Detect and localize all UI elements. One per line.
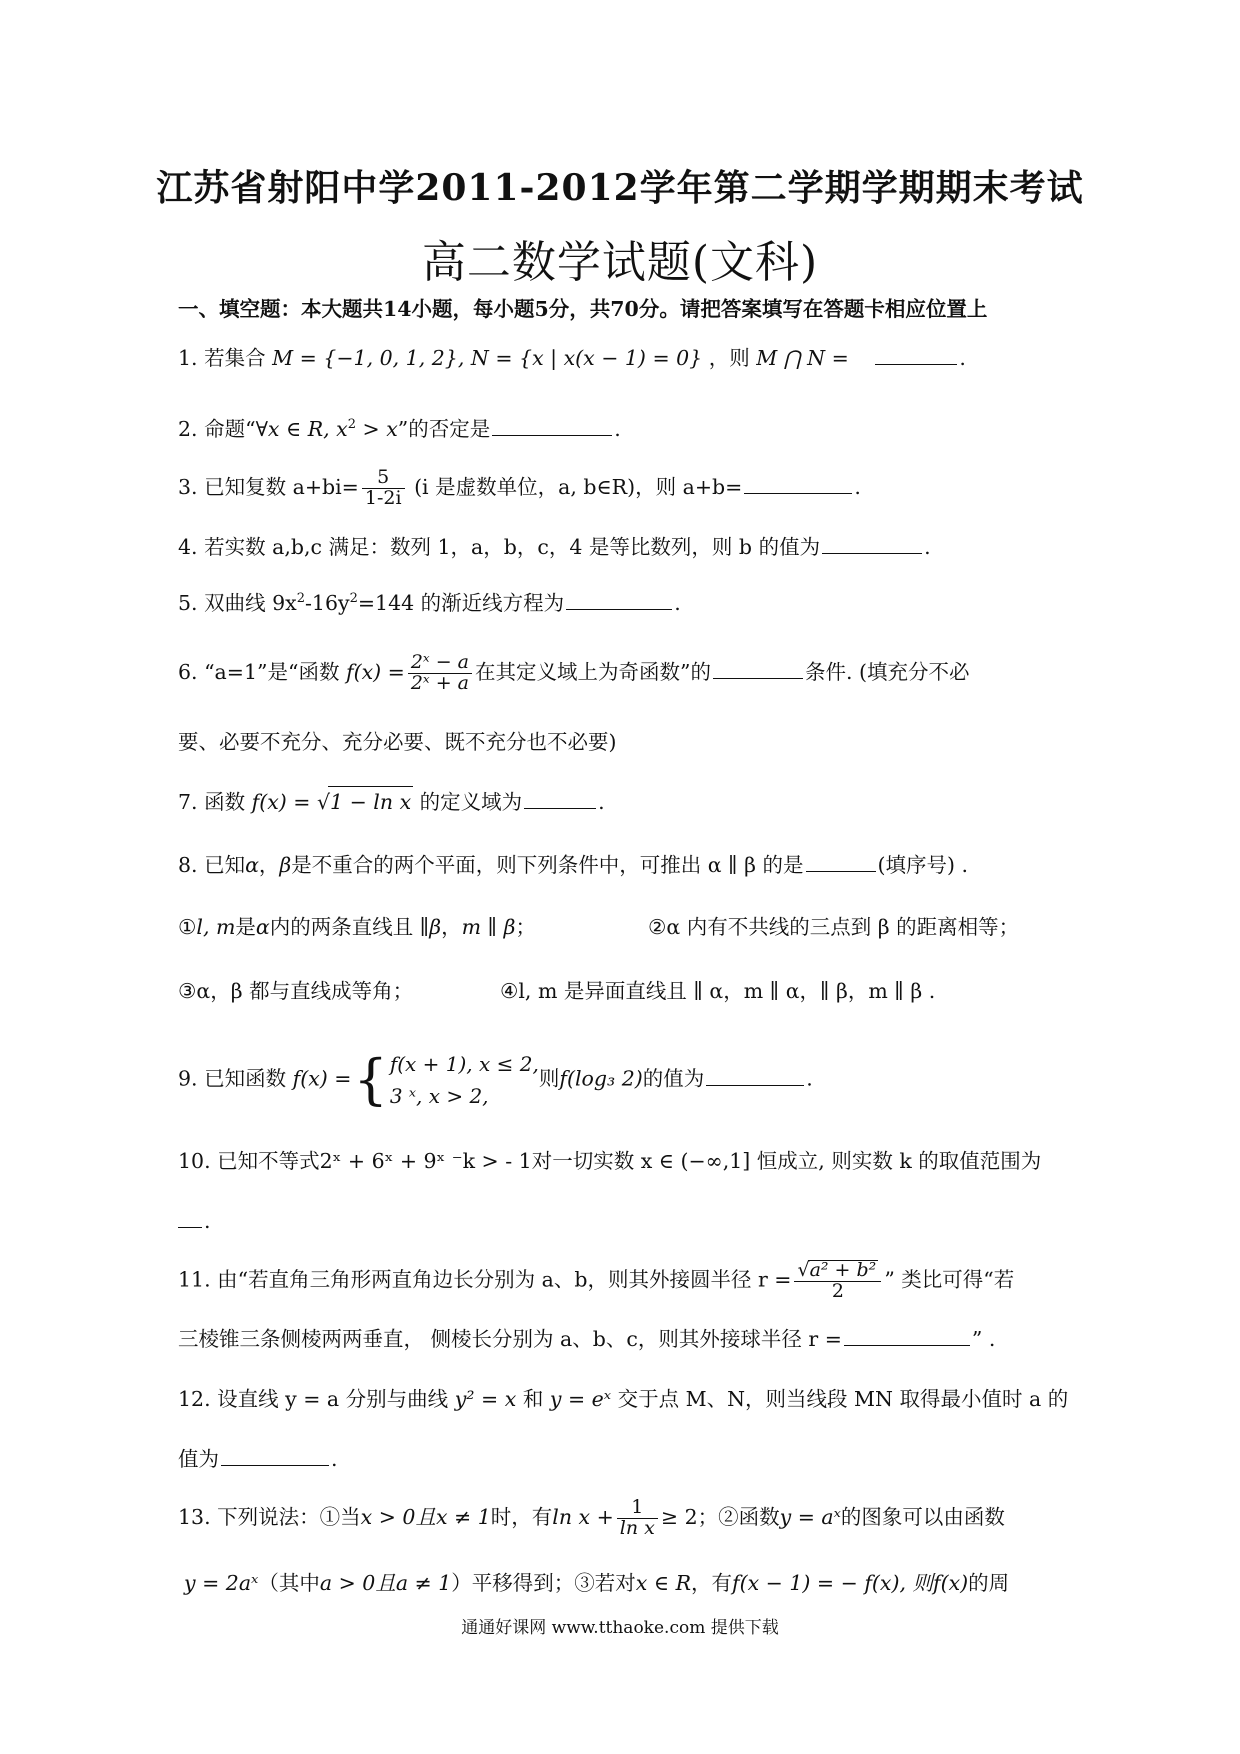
q3-period: . xyxy=(854,474,861,499)
q4-text: 4. 若实数 a,b,c 满足：数列 1，a，b，c，4 是等比数列，则 b 的值为 xyxy=(178,535,821,559)
question-12 xyxy=(178,1384,1078,1414)
choice-text: 是 xyxy=(235,915,256,939)
question-8 xyxy=(178,850,1078,880)
answer-blank[interactable] xyxy=(713,677,803,679)
answer-blank[interactable] xyxy=(178,1226,202,1228)
question-12-cont xyxy=(178,1444,1078,1474)
q10-expr: 2ˣ + 6ˣ + 9ˣ ⁻k > - 1 xyxy=(319,1149,532,1173)
answer-blank[interactable] xyxy=(706,1084,804,1086)
choice-sep: ， xyxy=(441,915,462,939)
choice-2-text: ②α 内有不共线的三点到 β 的距离相等； xyxy=(648,915,1020,939)
q9-text: 9. 已知函数 xyxy=(178,1066,287,1091)
choice-4-text: ④l, m 是异面直线且 ∥ α，m ∥ α，∥ β，m ∥ β . xyxy=(500,979,936,1003)
q13-den: ln x xyxy=(619,1516,655,1539)
footer-credit: 通通好课网 www.tthaoke.com 提供下载 xyxy=(461,1618,779,1638)
answer-blank[interactable] xyxy=(744,492,852,494)
q13-ax: y = aˣ xyxy=(779,1504,841,1529)
q11-text: 11. 由“若直角三角形两直角边长分别为 a、b，则其外接圆半径 r = xyxy=(178,1267,792,1292)
q3-fraction xyxy=(362,468,405,509)
q9-fx: f(x) = xyxy=(292,1066,352,1091)
choice-beta: β xyxy=(429,915,442,939)
q6-text: 6. “a=1”是“函数 xyxy=(178,659,340,684)
q13b-rest: ）平移得到；③若对 xyxy=(451,1571,636,1595)
section-heading: 一、填空题：本大题共14小题，每小题5分，共70分。请把答案填写在答题卡相应位置上 xyxy=(178,297,988,321)
answer-blank[interactable] xyxy=(875,363,957,365)
q5-text-c: =144 的渐近线方程为 xyxy=(357,590,565,615)
q11-den: 2 xyxy=(831,1279,844,1302)
q13b-period: 的周 xyxy=(968,1571,1010,1595)
answer-blank[interactable] xyxy=(844,1344,970,1346)
question-3 xyxy=(178,468,1078,509)
q13-ge: ≥ 2 xyxy=(660,1504,698,1529)
q6-fx: f(x) = xyxy=(346,659,405,684)
question-9 xyxy=(178,1048,1078,1112)
q10-text: 10. 已知不等式 xyxy=(178,1149,320,1173)
q13b-xr: x ∈ R xyxy=(635,1571,692,1595)
question-2 xyxy=(178,410,1078,444)
choice-lm: l, m xyxy=(196,915,236,939)
q13-text: 13. 下列说法：①当 xyxy=(178,1504,361,1529)
q5-sup2: 2 xyxy=(349,591,358,606)
q2-gt: > x xyxy=(356,416,398,441)
question-5 xyxy=(178,584,1078,618)
q7-fx: f(x) = xyxy=(251,790,311,814)
q12-curve2: y = eˣ xyxy=(549,1387,612,1411)
q13-cond: x > 0且x ≠ 1 xyxy=(360,1504,491,1529)
q8-sep: ， xyxy=(258,853,280,877)
q12-text: 12. 设直线 y = a 分别与曲线 xyxy=(178,1387,449,1411)
question-6-cont xyxy=(178,727,1078,757)
q13-rest: 的图象可以由函数 xyxy=(840,1504,1005,1529)
choice-alpha: α xyxy=(255,915,270,939)
question-1 xyxy=(178,343,1078,373)
q3-den: 1-2i xyxy=(364,486,402,509)
q7-text: 7. 函数 xyxy=(178,790,246,814)
q11-text-b: 三棱锥三条侧棱两两垂直， 侧棱长分别为 a、b、c，则其外接球半径 r = xyxy=(178,1327,842,1351)
q13b-cond: a > 0且a ≠ 1 xyxy=(319,1571,452,1595)
q5-text-b: -16y xyxy=(304,590,350,615)
choice-text: 内的两条直线且 ∥ xyxy=(269,915,430,939)
q13b-2ax: y = 2aˣ xyxy=(184,1571,259,1595)
q9-case-1: f(x + 1), x ≤ 2, xyxy=(389,1052,539,1076)
q1-set: M = {−1, 0, 1, 2}, N = {x | x(x − 1) = 0} xyxy=(272,346,703,370)
q9-value: 的值为 xyxy=(642,1066,705,1091)
q6-den: 2ˣ + a xyxy=(410,671,470,694)
q6-num: 2ˣ − a xyxy=(408,653,472,674)
q12-and: 和 xyxy=(522,1387,544,1411)
q11-end: ” . xyxy=(971,1327,996,1351)
q7-radicand: 1 − ln x xyxy=(328,786,413,817)
q12-period: . xyxy=(331,1447,338,1471)
q8-alpha: α xyxy=(245,853,259,877)
q8-text: 8. 已知 xyxy=(178,853,246,877)
q1-then: ，则 xyxy=(708,346,750,370)
q1-text: 1. 若集合 xyxy=(178,346,266,370)
brace-icon: { xyxy=(353,1048,388,1111)
answer-blank[interactable] xyxy=(221,1464,329,1466)
choice-num: ① xyxy=(178,915,197,939)
q11-rest: ” 类比可得“若 xyxy=(884,1267,1015,1292)
q13-num: 1 xyxy=(617,1498,658,1519)
q2-forall: ∀x ∈ R, x xyxy=(255,416,348,441)
choice-parallel: ∥ xyxy=(481,915,504,939)
q5-sup1: 2 xyxy=(296,591,305,606)
q11-num: √a² + b² xyxy=(794,1260,881,1282)
q13-then: 时，有 xyxy=(490,1504,553,1529)
choice-3-text: ③α，β 都与直线成等角； xyxy=(178,979,414,1003)
q13-func: ；②函数 xyxy=(697,1504,780,1529)
q5-text-a: 5. 双曲线 9x xyxy=(178,590,297,615)
q9-case-2: 3 ˣ, x > 2, xyxy=(389,1084,489,1108)
q9-then: 则 xyxy=(538,1066,560,1091)
q13b-have: ，有 xyxy=(691,1571,733,1595)
q8-beta: β xyxy=(279,853,292,877)
q13b-fx: f(x − 1) = − f(x), 则f(x) xyxy=(732,1571,969,1595)
question-8-choice-4 xyxy=(500,976,1060,1006)
q10-period: . xyxy=(204,1209,211,1233)
q6-options: 要、必要不充分、充分必要、既不充分也不必要) xyxy=(178,730,617,754)
q2-neg: ”的否定是 xyxy=(397,416,491,441)
q1-intersection: M ⋂ N = xyxy=(756,346,849,370)
q9-cases xyxy=(390,1048,539,1112)
question-6 xyxy=(178,653,1078,694)
question-10 xyxy=(178,1146,1078,1176)
answer-blank[interactable] xyxy=(822,552,922,554)
q13-fraction xyxy=(617,1498,658,1539)
q11-radicand: a² + b² xyxy=(809,1259,877,1281)
q3-rest: (i 是虚数单位，a, b∈R)，则 a+b= xyxy=(407,474,743,499)
choice-beta: β xyxy=(503,915,516,939)
q8-rest: 是不重合的两个平面，则下列条件中，可推出 α ∥ β 的是 xyxy=(291,853,804,877)
question-7: 7. 函数 f(x) = √1 − ln x 的定义域为 . xyxy=(178,786,1078,817)
q2-exp: 2 xyxy=(347,417,357,432)
question-11-cont xyxy=(178,1324,1078,1354)
choice-m: m xyxy=(461,915,482,939)
question-13-cont xyxy=(184,1568,1084,1598)
answer-blank[interactable] xyxy=(492,434,612,436)
question-4 xyxy=(178,532,1078,562)
q10-rest: 对一切实数 x ∈ (−∞,1] 恒成立, 则实数 k 的取值范围为 xyxy=(531,1149,1042,1173)
question-11 xyxy=(178,1260,1078,1302)
q4-period: . xyxy=(924,535,931,559)
q12-rest: 交于点 M、N，则当线段 MN 取得最小值时 a 的 xyxy=(617,1387,1069,1411)
question-13 xyxy=(178,1498,1078,1539)
answer-blank[interactable] xyxy=(806,870,876,872)
q13-ln: ln x + xyxy=(552,1504,614,1529)
q3-num: 5 xyxy=(362,468,405,489)
exam-title: 江苏省射阳中学2011-2012学年第二学期学期期末考试 xyxy=(156,167,1084,209)
q7-period: . xyxy=(598,790,605,814)
q5-period: . xyxy=(674,590,681,615)
exam-subtitle: 高二数学试题(文科) xyxy=(421,237,819,288)
q2-period: . xyxy=(614,416,621,441)
question-10-cont xyxy=(178,1206,1078,1236)
answer-blank[interactable] xyxy=(524,807,596,809)
q6-rest: 在其定义域上为奇函数”的 xyxy=(475,659,711,684)
q12-curve1: y² = x xyxy=(454,1387,517,1411)
q7-domain: 的定义域为 xyxy=(419,790,523,814)
question-8-choice-2 xyxy=(648,912,1078,942)
q6-fraction xyxy=(408,653,472,694)
q12-value: 值为 xyxy=(178,1447,219,1471)
q9-period: . xyxy=(806,1066,813,1091)
q3-text: 3. 已知复数 a+bi= xyxy=(178,474,359,499)
q2-text: 2. 命题“ xyxy=(178,416,256,441)
q11-fraction xyxy=(794,1260,881,1302)
q8-fill: (填序号) . xyxy=(877,853,969,877)
q9-expr: f(log₃ 2) xyxy=(559,1066,643,1091)
q6-cond: 条件. (填充分不必 xyxy=(805,659,970,684)
answer-blank[interactable] xyxy=(566,608,672,610)
q13b-text: （其中 xyxy=(258,1571,320,1595)
choice-end: ； xyxy=(515,915,536,939)
q1-period: . xyxy=(959,346,966,370)
